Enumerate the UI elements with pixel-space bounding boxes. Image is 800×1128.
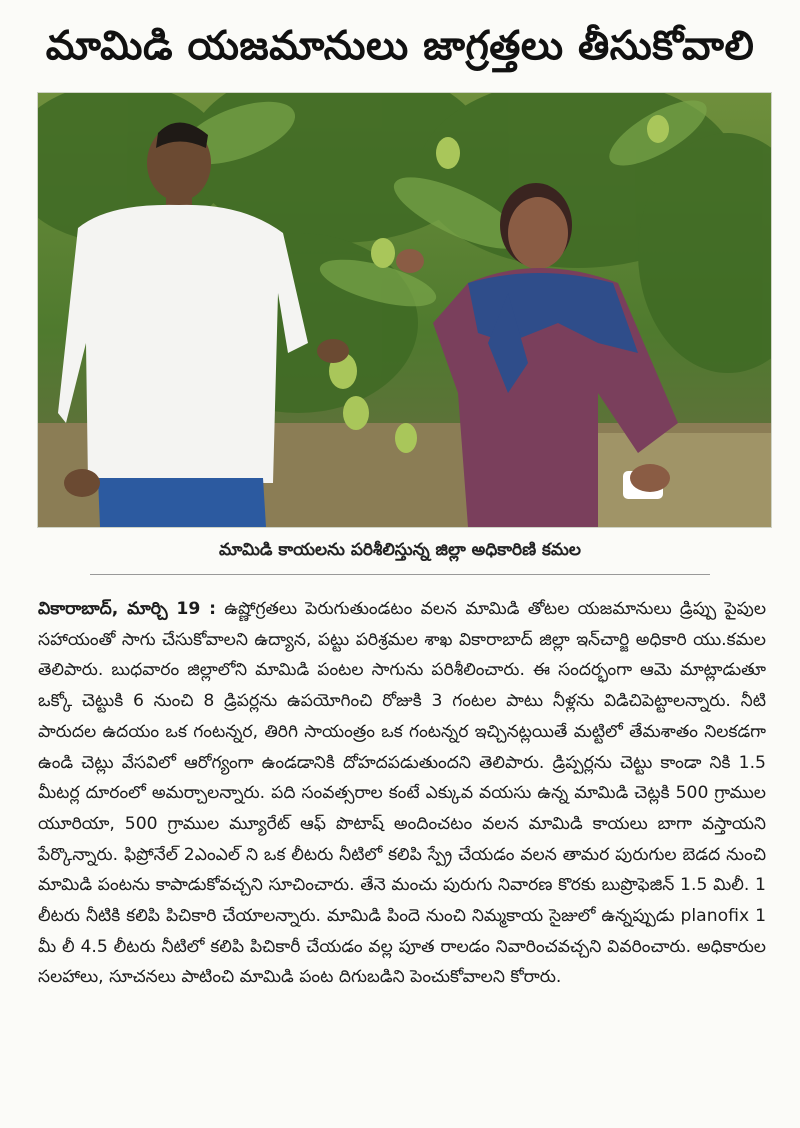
news-photo [37, 92, 772, 528]
caption-divider [90, 574, 710, 575]
headline: మామిడి యజమానులు జాగ్రత్తలు తీసుకోవాలి [45, 23, 755, 69]
photo-mango-orchard-icon [38, 93, 771, 527]
article-body [38, 594, 766, 993]
article-text: ఉష్ణోగ్రతలు పెరుగుతుండటం వలన మామిడి తోటల యజమానులు డ్రిప్పు పైపుల సహాయంతో సాగు చేసుకోవాలని ఉద్యాన, పట్టు పరిశ్రమల శాఖ వికారాబాద్ జిల్లా ఇన్‌చార్జి అధికారి యు.కమల తెలిపారు. బుధవారం జిల్లాలోని మామిడి పంటల సాగును పరిశీలించారు. ఈ సందర్భంగా ఆమె మాట్లాడుతూ ఒక్కో చెట్టుకి 6 నుంచి 8 డ్రిపర్లను ఉపయోగించి రోజుకి 3 గంటల పాటు నీళ్లను విడిచిపెట్టాలన్నారు. నీటి పారుదల ఉదయం ఒక గంటన్నర, తిరిగి సాయంత్రం ఒక గంటన్నర ఇచ్చినట్లయితే మట్టిలో తేమశాతం నిలకడగా ఉండి చెట్లు వేసవిలో ఆరోగ్యంగా ఉండడానికి దోహదపడుతుందని తెలిపారు. డ్రిప్పర్లను చెట్టు కాండా నికి 1.5 మీటర్ల దూరంలో అమర్చాలన్నారు. పది సంవత్సరాల కంటే ఎక్కువ వయసు ఉన్న మామిడి చెట్లకి 500 గ్రాముల యూరియా, 500 గ్రాముల మ్యూరేట్ ఆఫ్ పొటాష్ అందించటం వలన మామిడి కాయలు బాగా వస్తాయని పేర్కొన్నారు. ఫిప్రోనేల్ 2ఎంఎల్ ని ఒక లీటరు నీటిలో కలిపి స్ప్రే చేయడం వలన తామర పురుగుల బెడద నుంచి మామిడి పంటను కాపాడుకోవచ్చని సూచించారు. తేనె మంచు పురుగు నివారణ కొరకు బుప్రొఫెజిన్ 1.5 మిలీ. 1 లీటరు నీటికి కలిపి పిచికారి చేయాలన్నారు. మామిడి పిందె నుంచి నిమ్మకాయ సైజులో ఉన్నప్పుడు planofix 1 మీ లీ 4.5 లీటరు నీటిలో కలిపి పిచికారీ చేయడం వల్ల పూత రాలడం నివారించవచ్చని వివరించారు. అధికారుల సలహాలు, సూచనలు పాటించి మామిడి పంట దిగుబడిని పెంచుకోవాలని కోరారు. [38, 599, 766, 988]
photo-caption: మామిడి కాయలను పరిశీలిస్తున్న జిల్లా అధికారిణి కమల [219, 540, 581, 560]
dateline: వికారాబాద్, మార్చి 19 : [38, 599, 216, 619]
